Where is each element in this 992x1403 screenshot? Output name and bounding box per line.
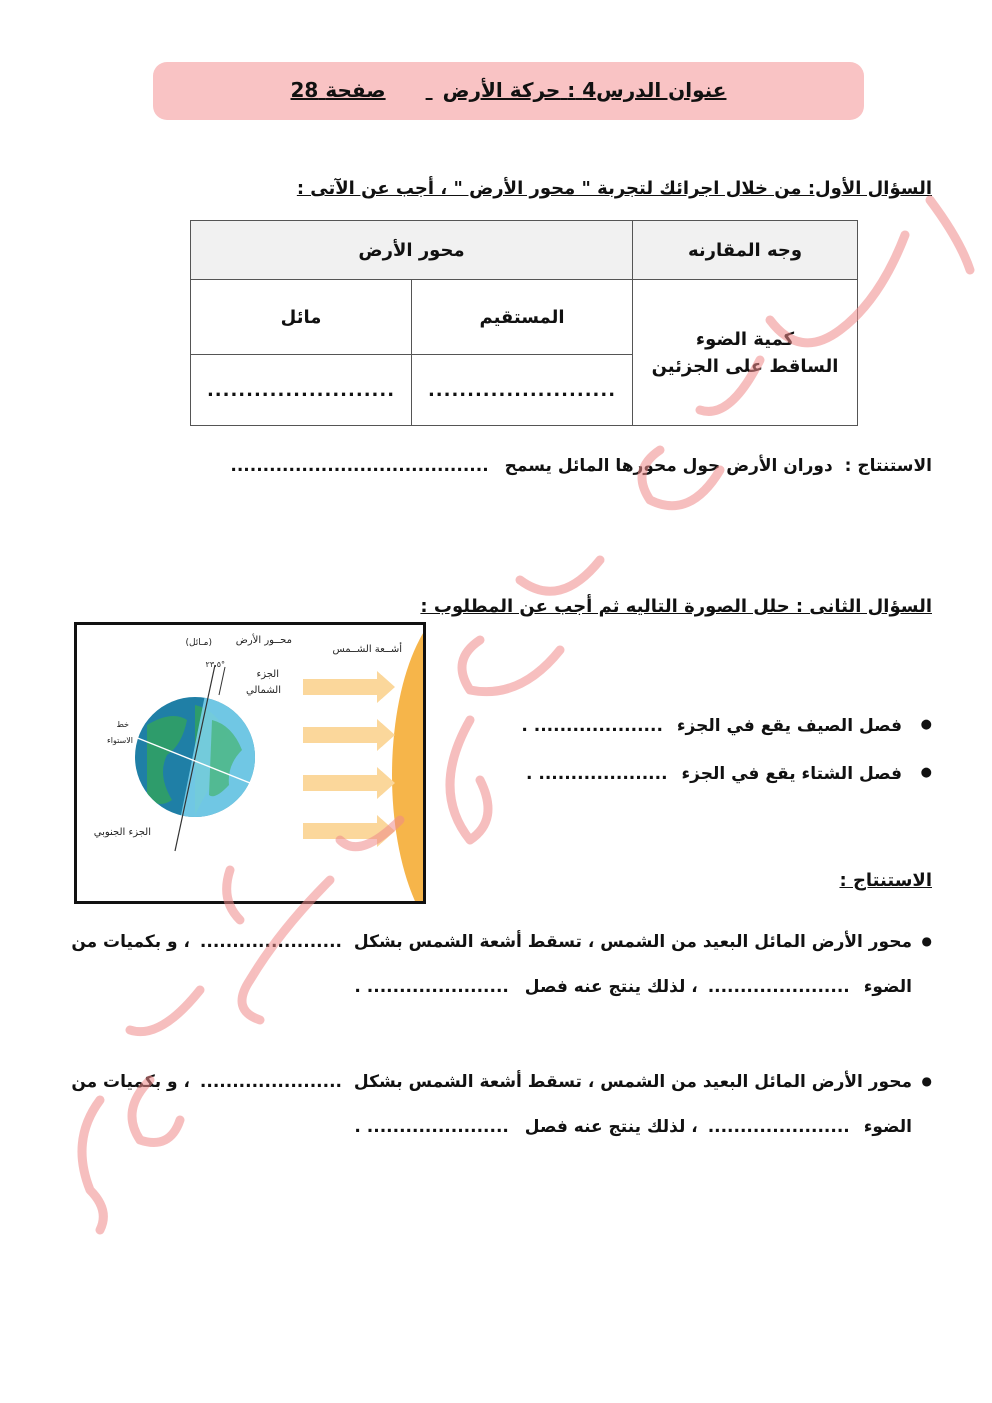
sun-ray-arrow (303, 767, 395, 799)
conclusion-blank[interactable]: ...................... . (354, 1117, 509, 1137)
earth-tilt-figure (74, 622, 426, 904)
angle-label: ٢٣،٥° (205, 660, 225, 669)
question1-title: السؤال الأول: من خلال اجرائك لتجربة " محور الأرض " ، أجب عن الآتى : (296, 178, 932, 199)
summer-answer-blank[interactable]: .................... . (521, 716, 663, 736)
comparison-header-cell: وجه المقارنه (633, 221, 858, 280)
earth-globe (127, 685, 267, 835)
tilted-answer-blank[interactable]: ........................ (191, 355, 412, 426)
conclusion-blank[interactable]: ...................... . (354, 977, 509, 997)
straight-answer-blank[interactable]: ........................ (412, 355, 633, 426)
axis-header-cell: محور الأرض (191, 221, 633, 280)
axis-tilted-label: (مـائل) (185, 638, 212, 648)
south-label: الجزء الجنوبي (93, 827, 151, 838)
lesson-label: عنوان الدرس4 : حركة الأرض (442, 78, 727, 102)
vertical-reference-line (219, 667, 225, 695)
conclusion-item: محور الأرض المائل البعيد من الشمس ، تسقط أشعة الشمس بشكل ...................... ، و بكميات من ● (71, 1072, 912, 1092)
sun-ray-arrow (303, 719, 395, 751)
sun-ray-arrow (303, 815, 395, 847)
question1-conclusion-blank[interactable]: ........................................ (230, 456, 489, 476)
page-ref: صفحة 28 (290, 78, 386, 102)
bullet-winter: فصل الشتاء يقع في الجزء .................... . ● (526, 764, 902, 784)
straight-header-cell: المستقيم (412, 280, 633, 355)
conclusion-item: محور الأرض المائل البعيد من الشمس ، تسقط أشعة الشمس بشكل ...................... ، و بكميات من ● (71, 932, 912, 952)
equator-label-1: خط (116, 720, 129, 729)
lesson-header (153, 62, 864, 120)
equator-label-2: الاستواء (106, 736, 133, 745)
conclusion-item-line2: الضوء ...................... ، لذلك ينتج عنه فصل ...................... . (354, 977, 912, 997)
conclusion-blank[interactable]: ...................... (199, 1072, 342, 1092)
bullet-summer: فصل الصيف يقع في الجزء .................... . ● (521, 716, 902, 736)
sun-rays-label: أشــعة الشــمس (332, 644, 402, 655)
conclusion-blank[interactable]: ...................... (707, 977, 850, 997)
sun-rays (303, 671, 395, 847)
conclusion-blank[interactable]: ...................... (199, 932, 342, 952)
question1-conclusion: الاستنتاج : دوران الأرض حول محورها المائل يسمح ........................................ (230, 456, 932, 476)
axis-label: محــور الأرض (235, 635, 292, 646)
north-label-2: الشمالي (246, 685, 281, 696)
sun-shape (392, 625, 423, 901)
lesson-header-text (153, 78, 864, 102)
north-label-1: الجزء (256, 669, 279, 680)
sun-ray-arrow (303, 671, 395, 703)
comparison-table (190, 220, 858, 426)
conclusion-item-line2: الضوء ...................... ، لذلك ينتج عنه فصل ...................... . (354, 1117, 912, 1137)
conclusion-blank[interactable]: ...................... (707, 1117, 850, 1137)
earth-tilt-illustration (77, 625, 423, 901)
question2-title: السؤال الثانى : حلل الصورة التاليه ثم أجب عن المطلوب : (420, 596, 932, 617)
winter-answer-blank[interactable]: .................... . (525, 764, 668, 784)
row-label-cell: كمية الضوء الساقط على الجزئين (633, 280, 858, 426)
question2-conclusion-label: الاستنتاج : (839, 870, 932, 891)
tilted-header-cell: مائل (191, 280, 412, 355)
